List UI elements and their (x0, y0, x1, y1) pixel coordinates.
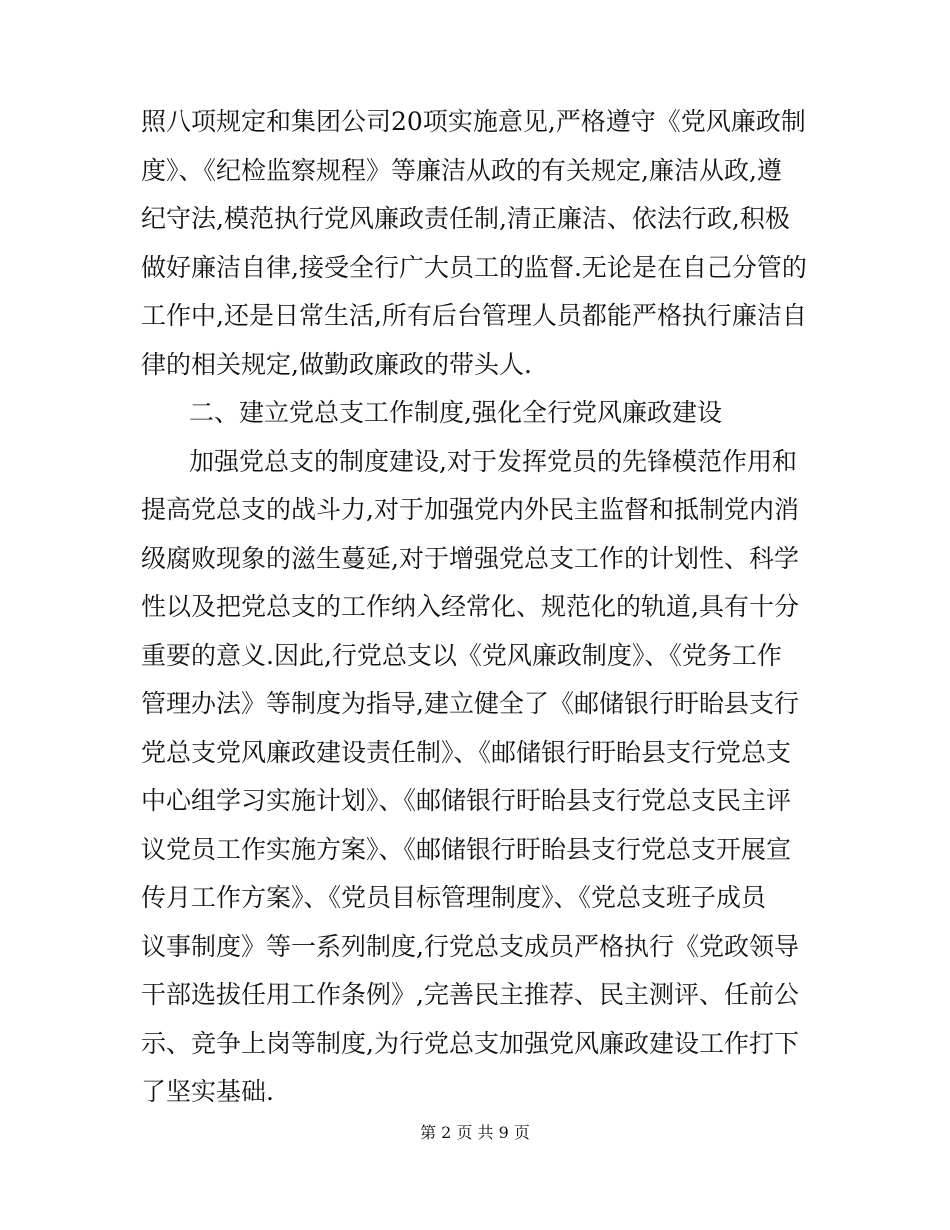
text-line: 议党员工作实施方案》、《邮储银行盱眙县支行党总支开展宣 (141, 834, 792, 864)
text-line: 议事制度》等一系列制度,行党总支成员严格执行《党政领导 (141, 931, 799, 961)
text-line: 管理办法》等制度为指导,建立健全了《邮储银行盱眙县支行 (141, 689, 799, 718)
text-line: 级腐败现象的滋生蔓延,对于增强党总支工作的计划性、科学 (141, 543, 799, 573)
body-text (141, 98, 821, 1117)
text-line: 了坚实基础. (141, 1077, 274, 1106)
text-line: 中心组学习实施计划》、《邮储银行盱眙县支行党总支民主评 (141, 786, 792, 815)
text-line: 工作中,还是日常生活,所有后台管理人员都能严格执行廉洁自 (141, 301, 807, 330)
page-number-footer: 第 2 页 共 9 页 (420, 1123, 530, 1142)
text-line: 加强党总支的制度建设,对于发挥党员的先锋模范作用和 (189, 446, 797, 476)
text-line: 重要的意义.因此,行党总支以《党风廉政制度》、《党务工作 (141, 640, 782, 670)
section-heading: 二、建立党总支工作制度,强化全行党风廉政建设 (189, 398, 722, 427)
text-line: 性以及把党总支的工作纳入经常化、规范化的轨道,具有十分 (141, 592, 799, 621)
text-line: 干部选拔任用工作条例》,完善民主推荐、民主测评、任前公 (141, 980, 799, 1009)
text-line: 纪守法,模范执行党风廉政责任制,清正廉洁、依法行政,积极 (141, 204, 790, 233)
text-line: 做好廉洁自律,接受全行广大员工的监督.无论是在自己分管的 (141, 252, 807, 282)
text-line: 律的相关规定,做勤政廉政的带头人. (141, 349, 532, 379)
text-line: 提高党总支的战斗力,对于加强党内外民主监督和抵制党内消 (141, 495, 799, 524)
text-line: 照八项规定和集团公司20项实施意见,严格遵守《党风廉政制 (141, 107, 806, 136)
text-line: 传月工作方案》、《党员目标管理制度》、《党总支班子成员 (141, 883, 767, 912)
text-line: 党总支党风廉政建设责任制》、《邮储银行盱眙县支行党总支 (141, 737, 792, 767)
text-line: 示、竞争上岗等制度,为行党总支加强党风廉政建设工作打下 (141, 1028, 799, 1058)
text-line: 度》、《纪检监察规程》等廉洁从政的有关规定,廉洁从政,遵 (141, 155, 782, 185)
